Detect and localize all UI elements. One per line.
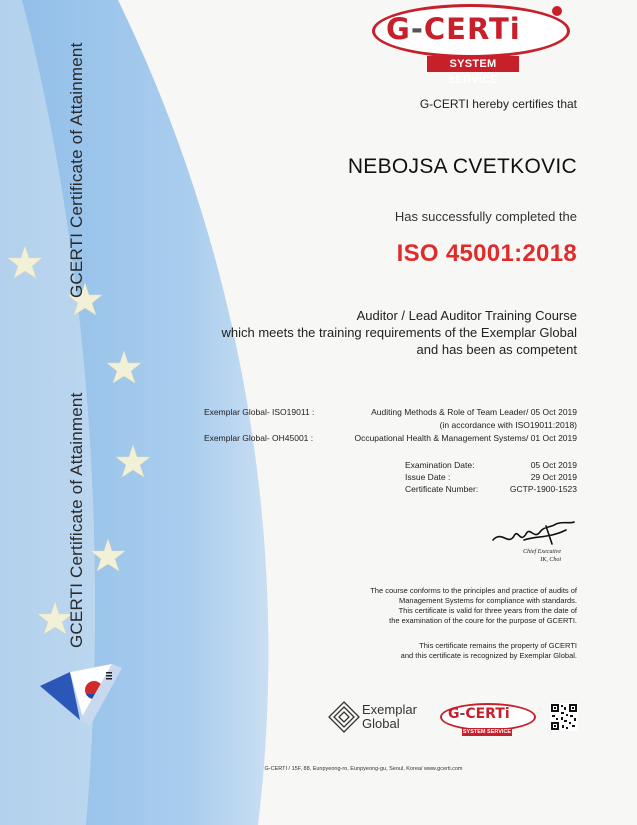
exemplar-diamond-icon [328, 701, 360, 733]
recipient-name: NEBOJSA CVETKOVIC [347, 155, 577, 178]
course-line: Auditor / Lead Auditor Training Course [356, 308, 577, 323]
exemplar-line-2-label: Exemplar Global- OH45001 : [204, 433, 314, 443]
logo-letter-g: G [386, 12, 411, 46]
exam-date-label: Examination Date: [405, 460, 475, 470]
logo-subtitle: SYSTEM SERVICE [462, 729, 512, 735]
exemplar-line-1-label: Exemplar Global- ISO19011 : [204, 407, 315, 417]
certificate-number-label: Certificate Number: [405, 484, 479, 494]
course-description [221, 307, 577, 358]
note-line: The course conforms to the principles and practice of audits of [370, 586, 577, 595]
note-line: This certificate is valid for three years from the date of [398, 606, 577, 615]
signatory-title: Chief Executive [523, 549, 561, 555]
gcerti-logo-small [440, 703, 536, 739]
exemplar-line-1-value: Auditing Methods & Role of Team Leader/ 05 Oct 2019 [371, 407, 577, 417]
conformance-note [317, 586, 577, 626]
gcerti-logo [372, 4, 572, 86]
vertical-certificate-title: GCERTI Certificate of Attainment [67, 392, 86, 648]
exemplar-line-1-note: (in accordance with ISO19011:2018) [439, 420, 577, 430]
signature-icon [490, 518, 580, 552]
logo-letters: CERTi [465, 706, 510, 722]
vertical-certificate-title: GCERTI Certificate of Attainment [67, 42, 86, 298]
logo-letter-g: G [448, 706, 460, 722]
logo-subtitle: SYSTEM SERVICE [427, 56, 519, 72]
signatory-block [523, 548, 561, 564]
note-line: and this certificate is recognized by Exemplar Global. [400, 651, 577, 660]
course-line: and has been as competent [416, 342, 577, 357]
property-note [317, 641, 577, 661]
signatory-name: IK, Choi [540, 557, 561, 563]
issue-date-label: Issue Date : [405, 472, 451, 482]
certificate-number-value: GCTP-1900-1523 [509, 484, 577, 494]
exemplar-word-2: Global [362, 716, 400, 731]
logo-wordmark [448, 706, 510, 722]
exemplar-global-logo [328, 697, 438, 737]
logo-dot [552, 6, 562, 16]
issue-date-value: 29 Oct 2019 [530, 472, 577, 482]
exam-date-value: 05 Oct 2019 [530, 460, 577, 470]
logo-dash: - [410, 12, 424, 46]
footer-address: G-CERTI / 15F, 88, Eunpyeong-ro, Eunpyeong-gu, Seoul, Korea/ www.gcerti.com [264, 766, 463, 772]
completed-text: Has successfully completed the [394, 209, 577, 224]
qr-code-icon [550, 703, 578, 731]
course-line: which meets the training requirements of the Exemplar Global [221, 325, 577, 340]
logo-letters: CERTi [423, 12, 521, 46]
exemplar-line-2-value: Occupational Health & Management Systems/ 01 Oct 2019 [354, 433, 577, 443]
note-line: This certificate remains the property of GCERTI [419, 641, 577, 650]
certifies-intro: G-CERTI hereby certifies that [419, 97, 577, 111]
logo-wordmark [386, 12, 521, 46]
note-line: Management Systems for compliance with standards. [399, 596, 577, 605]
logo-dash: - [459, 706, 466, 722]
exemplar-wordmark [362, 703, 417, 731]
exemplar-word-1: Exemplar [362, 702, 417, 717]
standard-title: ISO 45001:2018 [396, 240, 577, 267]
note-line: the examination of the coure for the purpose of GCERTI. [389, 616, 577, 625]
